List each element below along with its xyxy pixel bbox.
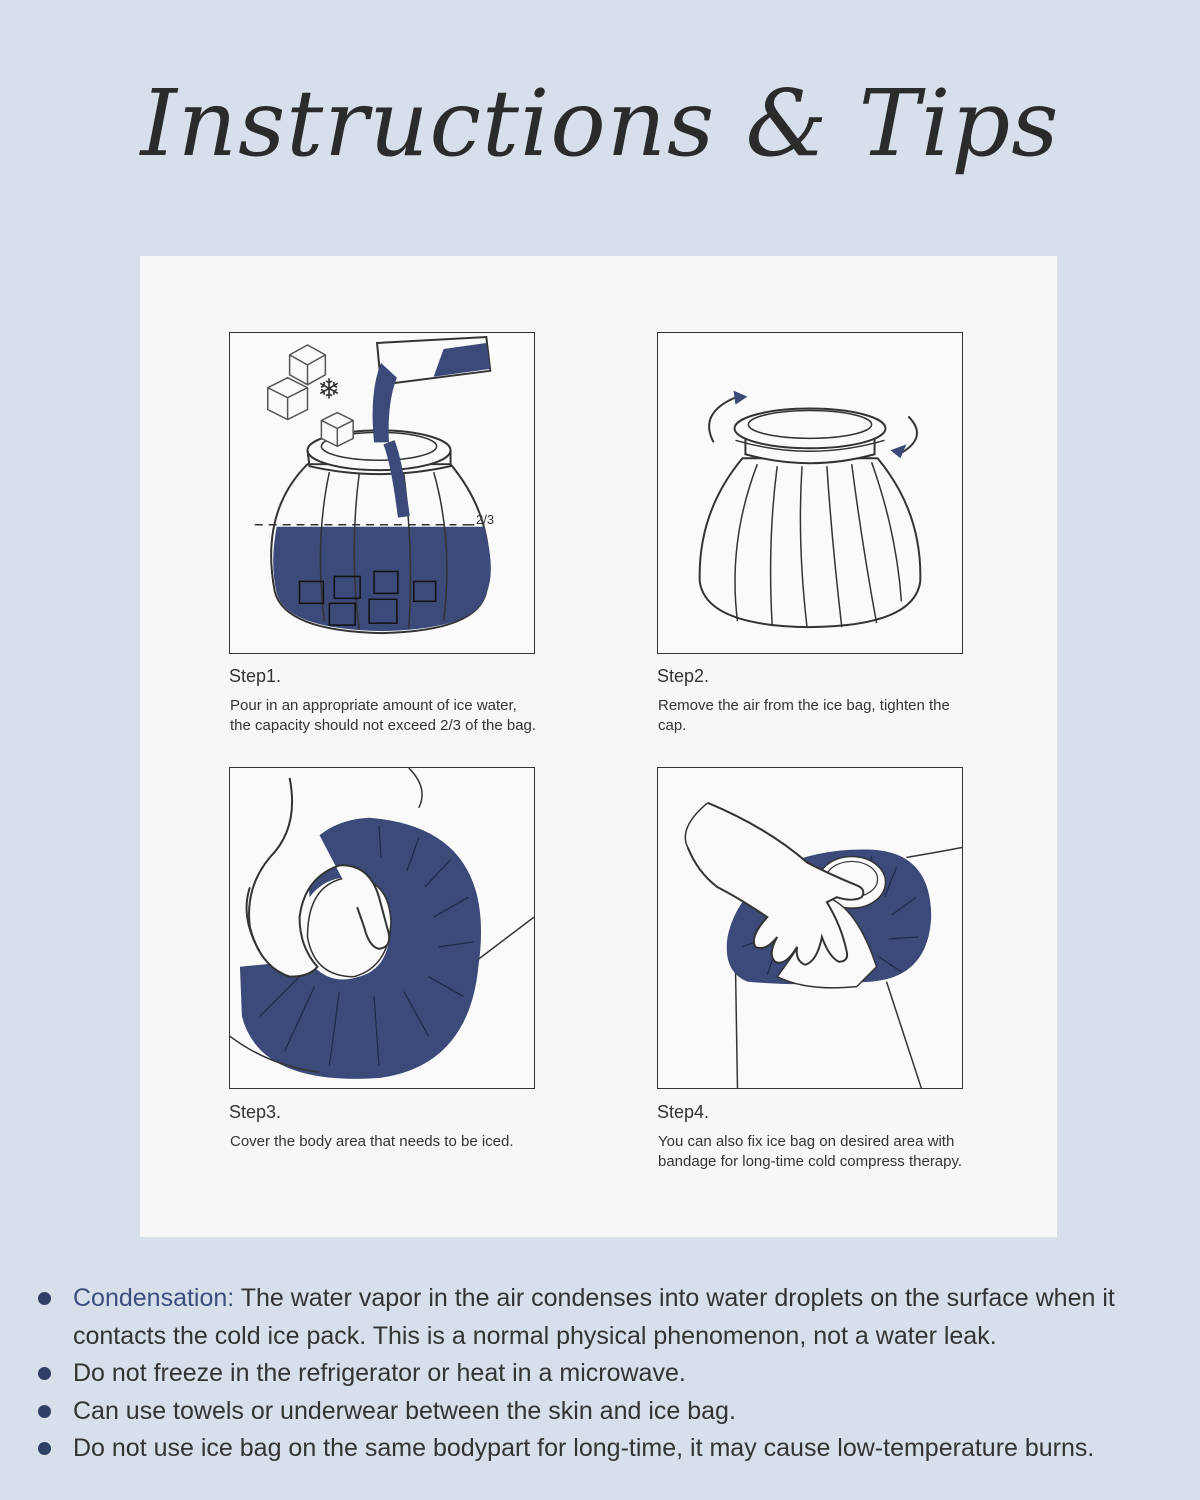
page-title: Instructions & Tips	[140, 70, 1060, 177]
bullet-icon	[38, 1367, 51, 1380]
step4-description: You can also fix ice bag on desired area with bandage for long-time cold compress therapy.	[658, 1133, 963, 1170]
step1-level-marker: 2/3	[476, 512, 495, 527]
tip-item	[36, 1393, 1186, 1431]
fill-bag-illustration	[229, 332, 535, 654]
tip-item	[36, 1280, 1186, 1355]
bullet-icon	[38, 1405, 51, 1418]
step1-description: Pour in an appropriate amount of ice water, the capacity should not exceed 2/3 of the bag.	[230, 697, 537, 734]
fix-with-bandage-illustration	[657, 767, 963, 1089]
tighten-cap-illustration	[657, 332, 963, 654]
bullet-icon	[38, 1442, 51, 1455]
step2-title: Step2.	[657, 666, 710, 686]
tip-text: Do not use ice bag on the same bodypart for long-time, it may cause low-temperature burns.	[73, 1434, 1095, 1462]
fill-bag-drawing	[230, 333, 534, 653]
tip-keyword: Condensation:	[73, 1284, 235, 1312]
tips-list	[36, 1280, 1186, 1468]
snowflake-icon: ❄	[317, 372, 341, 406]
tip-text: Do not freeze in the refrigerator or heat in a microwave.	[73, 1359, 686, 1387]
tip-text: The water vapor in the air condenses into water droplets on the surface when it contacts the cold ice pack. This is a normal physical phenomenon, not a water leak.	[73, 1284, 1115, 1350]
tighten-cap-drawing	[658, 333, 962, 653]
fix-with-bandage-drawing	[658, 768, 962, 1088]
tip-item	[36, 1355, 1186, 1393]
step4-title: Step4.	[657, 1102, 710, 1122]
instructions-card	[140, 256, 1057, 1237]
step3-title: Step3.	[229, 1102, 282, 1122]
step1-title: Step1.	[229, 666, 282, 686]
step3-description: Cover the body area that needs to be iced.	[230, 1133, 514, 1150]
step2-description: Remove the air from the ice bag, tighten the cap.	[658, 697, 950, 734]
tip-text: Can use towels or underwear between the skin and ice bag.	[73, 1396, 736, 1425]
bullet-icon	[38, 1292, 51, 1305]
apply-to-body-drawing	[230, 768, 534, 1088]
tip-item	[36, 1430, 1186, 1468]
apply-to-body-illustration	[229, 767, 535, 1089]
